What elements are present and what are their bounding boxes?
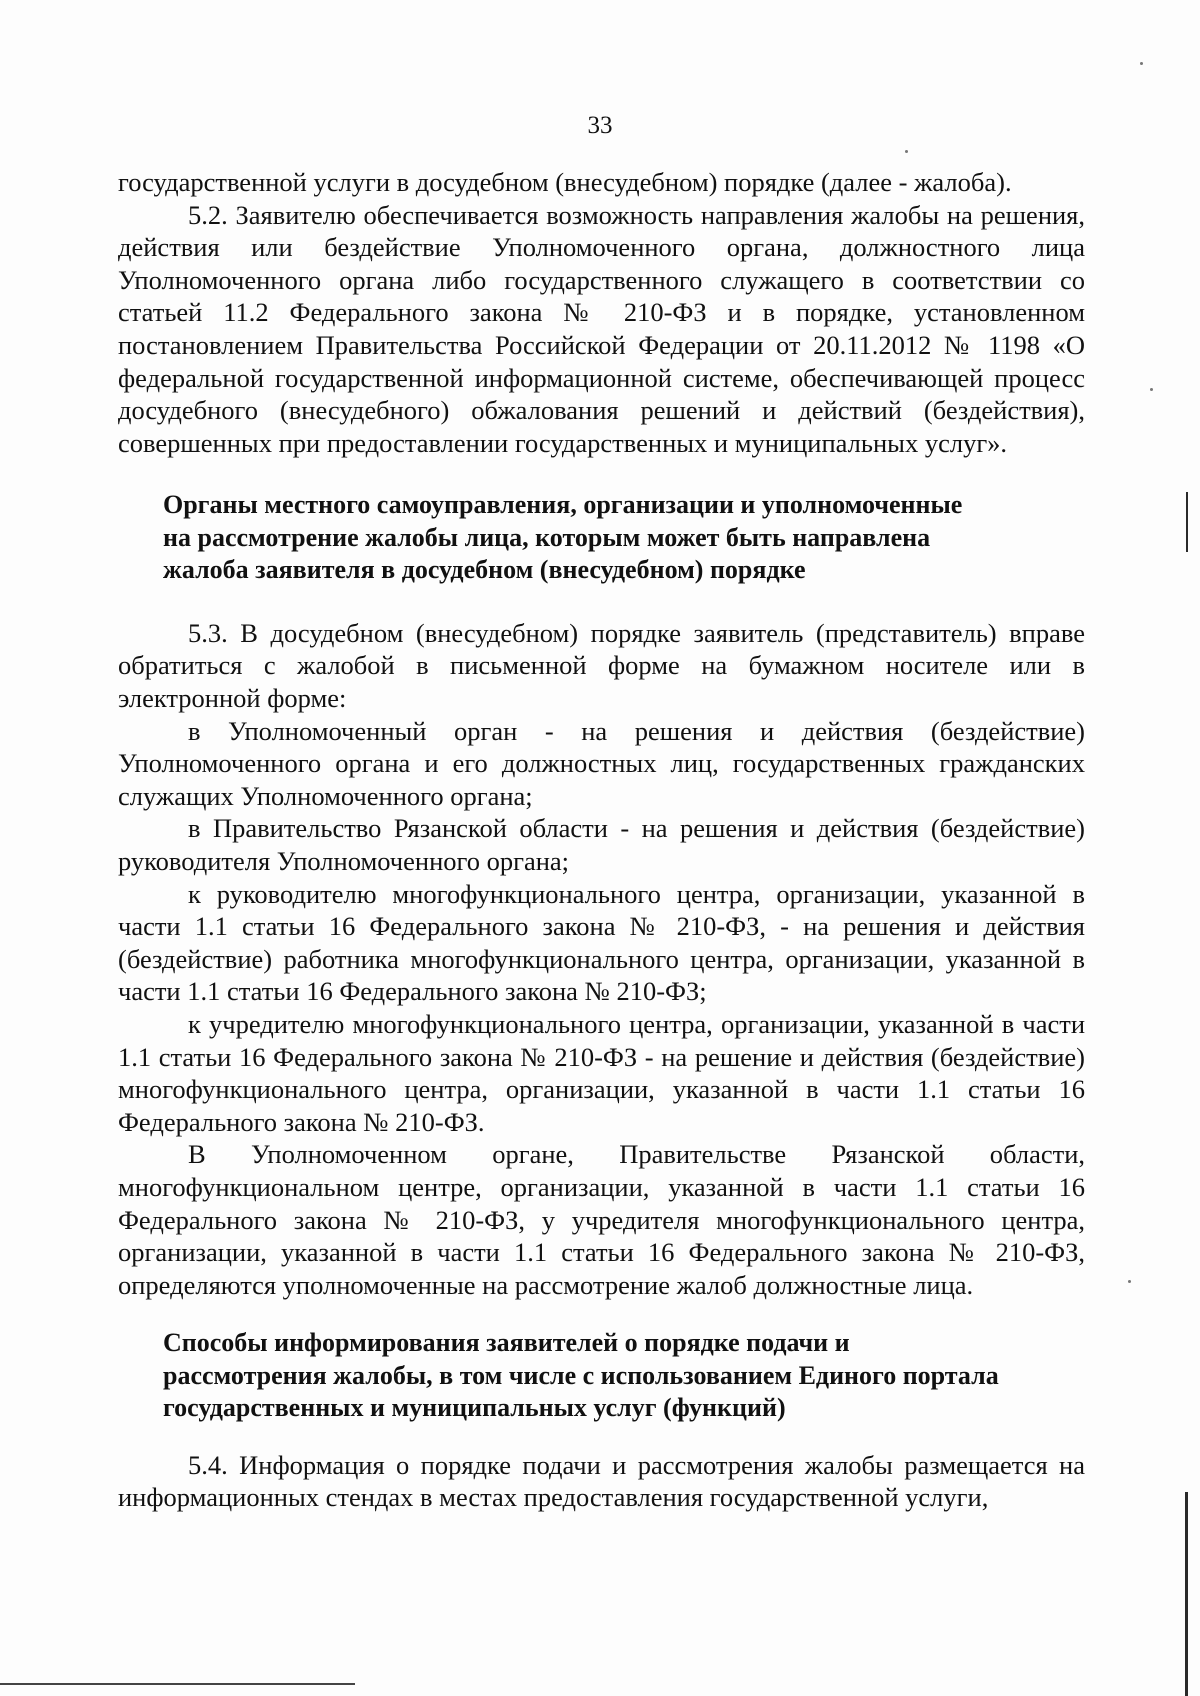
- section-heading-complaint-bodies: [118, 489, 1085, 587]
- list-item: в Уполномоченный орган - на решения и действия (бездействие) Уполномоченного органа и его должностных лиц, государственных гражданских служащих Уполномоченного органа;: [118, 715, 1085, 811]
- heading-line: Способы информирования заявителей о порядке подачи и: [163, 1328, 850, 1358]
- paragraph-5-2: 5.2. Заявителю обеспечивается возможность направления жалобы на решения, действия или бездействие Уполномоченного органа, должностного лица Уполномоченного органа либо государственного служащего в соответствии со статьей 11.2 Федерального закона № 210-ФЗ и в порядке, установленном постановлением Правительства Российской Федерации от 20.11.2012 № 1198 «О федеральной государственной информационной системе, обеспечивающей процесс досудебного (внесудебного) обжалования решений и действий (бездействия), совершенных при предоставлении государственных и муниципальных услуг».: [118, 199, 1085, 458]
- scan-margin-mark: [1186, 492, 1188, 552]
- scan-edge-line: [0, 1683, 355, 1685]
- heading-line: государственных и муниципальных услуг (функций): [163, 1393, 786, 1423]
- heading-line: жалоба заявителя в досудебном (внесудебном) порядке: [163, 555, 806, 585]
- heading-line: Органы местного самоуправления, организации и уполномоченные: [163, 490, 963, 520]
- scan-speck: [905, 150, 908, 153]
- list-item: к руководителю многофункционального центра, организации, указанной в части 1.1 статьи 16 Федерального закона № 210-ФЗ, - на решения и действия (бездействие) работника многофункционального центра, организации, указанной в части 1.1 статьи 16 Федерального закона № 210-ФЗ;: [118, 878, 1085, 1007]
- scan-speck: [1150, 388, 1153, 391]
- heading-line: рассмотрения жалобы, в том числе с использованием Единого портала: [163, 1360, 999, 1390]
- section-heading-informing-methods: [118, 1327, 1085, 1425]
- list-item: в Правительство Рязанской области - на решения и действия (бездействие) руководителя Уполномоченного органа;: [118, 813, 1085, 876]
- paragraph-closing: В Уполномоченном органе, Правительстве Рязанской области, многофункциональном центре, организации, указанной в части 1.1 статьи 16 Федерального закона № 210-ФЗ, у учредителя многофункционального центра, организации, указанной в части 1.1 статьи 16 Федерального закона № 210-ФЗ, определяются уполномоченные на рассмотрение жалоб должностные лица.: [118, 1139, 1085, 1300]
- paragraph-continuation: государственной услуги в досудебном (внесудебном) порядке (далее - жалоба).: [118, 167, 1012, 197]
- scan-speck: [1140, 62, 1143, 65]
- scan-margin-mark: [1185, 1492, 1188, 1696]
- page-number: 33: [587, 112, 613, 139]
- scan-speck: [1128, 1280, 1131, 1283]
- document-body: [118, 166, 1085, 1514]
- heading-line: на рассмотрение жалобы лица, которым может быть направлена: [163, 522, 931, 552]
- paragraph-5-3: 5.3. В досудебном (внесудебном) порядке заявитель (представитель) вправе обратиться с жалобой в письменной форме на бумажном носителе или в электронной форме:: [118, 617, 1085, 714]
- list-item: к учредителю многофункционального центра, организации, указанной в части 1.1 статьи 16 Федерального закона № 210-ФЗ - на решение и действия (бездействие) многофункционального центра, организации, указанной в части 1.1 статьи 16 Федерального закона № 210-ФЗ.: [118, 1008, 1085, 1137]
- paragraph-5-4: 5.4. Информация о порядке подачи и рассмотрения жалобы размещается на информационных стендах в местах предоставления государственной услуги,: [118, 1449, 1085, 1513]
